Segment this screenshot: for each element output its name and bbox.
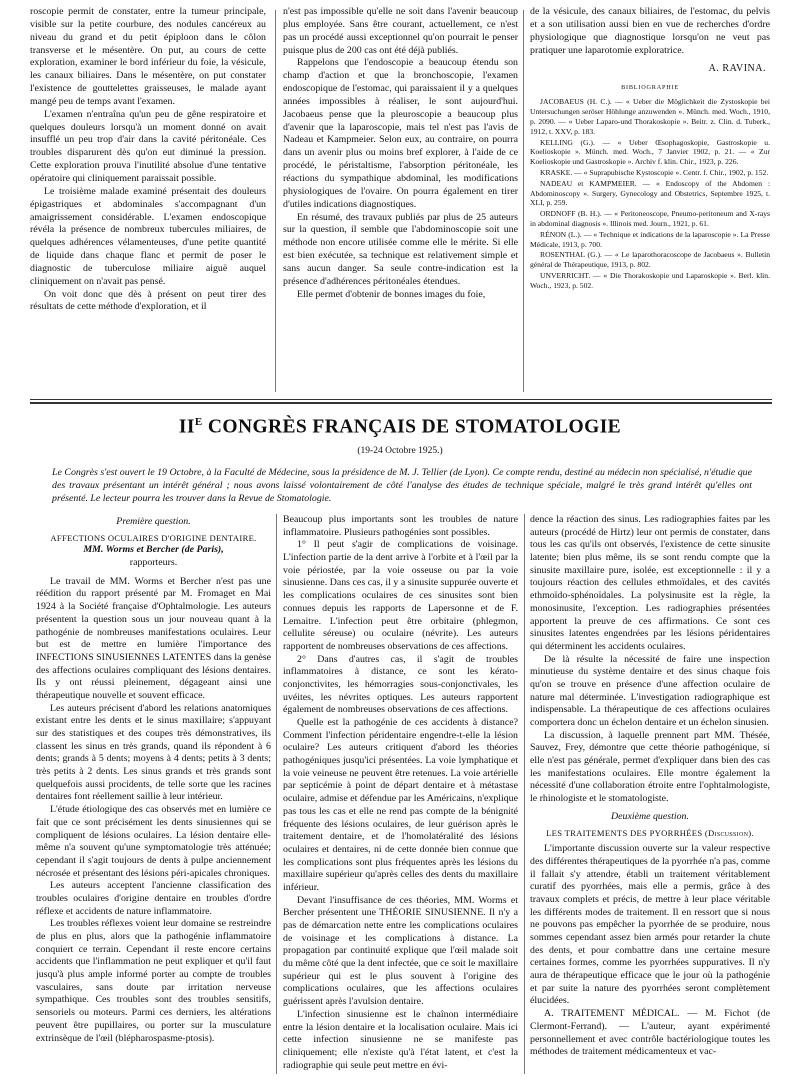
bibliography-entry: NADEAU et KAMPMEIER. — « Endoscopy of the Abdomen : Abdominoscopy ». Surgery, Gynecology and Obstetrics, Septembre 1925, t. XLI, p. 259. — [530, 178, 770, 208]
paragraph: Les auteurs acceptent l'ancienne classification des troubles oculaires d'origine dentaire en troubles d'ordre réflexe et accidents de nature inflammatoire. — [36, 880, 271, 917]
bibliography-title: BIBLIOGRAPHIE — [621, 84, 679, 92]
top-column-2 — [283, 6, 518, 396]
paragraph: n'est pas impossible qu'elle ne soit dans l'avenir beaucoup plus employée. Sans être courant, actuellement, ce n'est pas un procédé aussi exceptionnel qu'on pourrait le penser puisque plus de 200 cas ont été déjà publiés. — [283, 6, 518, 56]
bibliography-entry: ROSENTHAL (G.). — « Le laparothoracoscope de Jacobaeus ». Bulletin général de Thérapeutique, 1913, p. 802. — [530, 250, 770, 270]
paragraph: Le troisième malade examiné présentait des douleurs épigastriques et abdominales s'accompagnant d'un amaigrissement considérable. L'examen endoscopique révéla la présence de nombreux tubercules miliaires, de quelques adhérences vélamenteuses, d'une petite quantité de liquide dans chaque flanc et permit de poser le diagnostic de tuberculose miliaire aiguë auquel cliniquement on n'avait pas pensé. — [30, 185, 266, 287]
paragraph: Rappelons que l'endoscopie a beaucoup étendu son champ d'action et que la bronchoscopie, l'examen endoscopique de l'estomac, qui paraissaient il y a quelques années impossibles à réaliser, le sont aujourd'hui. Jacobaeus pense que la pleuroscopie a beaucoup plus d'avenir que la laparoscopie, mais tel n'est pas l'avis de Nadeau et Kampmeier. Selon eux, au contraire, on pourra dans un avenir plus ou moins bref explorer, à l'aide de ce procédé, le péristaltisme, l'absorption péritonéale, les réactions du sympathique abdominal, les modifications physiologiques de l'ovaire. On pourra également en tirer d'utiles indications diagnostiques. — [283, 57, 518, 210]
paragraph: dence la réaction des sinus. Les radiographies faites par les auteurs (procédé de Hirtz) leur ont permis de constater, dans tous les cas qu'ils ont observés, l'existence de cette sinusite latente; bien plus même, ils se sont rendu compte que la sinusite maxillaire pure, isolée, est exceptionnelle : il y a toujours réaction des cellules ethmoïdales, et des cavités ethmoïdo-sphénoïdales. La polysinusite est la règle, la monosinusite, l'exception. Les radiographies présentées apportent la preuve de ces affirmations. Ce sont ces sinusites latentes engendrées par les lésions péridentaires qui déterminent les accidents oculaires. — [530, 514, 770, 652]
top-column-1 — [30, 6, 266, 396]
rapporteurs-role: rapporteurs. — [129, 557, 178, 569]
bibliography-entry: RÉNON (L.). — « Technique et indications de la laparoscopie ». La Presse Médicale, 1913, p. 700. — [530, 229, 770, 249]
question-heading: Deuxième question. — [611, 810, 689, 822]
question-subject: LES TRAITEMENTS DES PYORRHÉES (Discussion). — [546, 827, 754, 838]
paragraph: L'infection sinusienne est le chaînon intermédiaire entre la lésion dentaire et la localisation oculaire. Mais ici cette infection sinusienne ne se manifeste pas cliniquement; elle n'existe qu'à l'état latent, et c'est la radiographie qui seule peut mettre en évi- — [283, 1008, 518, 1071]
paragraph: Quelle est la pathogénie de ces accidents à distance? Comment l'infection péridentaire engendre-t-elle la lésion oculaire? Les auteurs critiquent d'abord les théories pathogéniques jusqu'ici présentées. La voie lymphatique et la voie veineuse ne peuvent être retenues. La voie artérielle par septicémie à point de départ dentaire et à métastase oculaire, admise et défendue par les Américains, n'explique pas tous les cas et elle ne rend pas compte de la bénignité fréquente des lésions oculaires, de leur guérison après le traitement dentaire, et de l'homolatéralité des lésions oculaires et dentaires, ni de cette donnée bien connue que les complications sont plus fréquentes après les lésions du maxillaire supérieur qu'après celles des dents du maxillaire inférieur. — [283, 717, 518, 893]
rapporteurs: MM. Worms et Bercher (de Paris), — [83, 544, 224, 556]
paragraph: Devant l'insuffisance de ces théories, MM. Worms et Bercher présentent une THÉORIE SINUSIENNE. Il n'y a pas de démarcation nette entre les complications oculaires de voisinage et les complications à distance. La propagation par continuité explique que l'œil malade soit du même côté que la dent infectée, que ce soit le maxillaire supérieur qui est le plus souvent à l'origine des complications oculaires, que les affections oculaires guérissent après l'avulsion dentaire. — [283, 894, 518, 1008]
column-divider — [524, 514, 525, 1074]
bottom-column-1 — [36, 514, 271, 1076]
paragraph: La discussion, à laquelle prennent part MM. Thésée, Sauvez, Frey, démontre que cette théorie pathogénique, si elle n'est pas générale, permet d'expliquer dans bien des cas les manifestations oculaires. Elle montre également la nécessité d'une collaboration étroite entre l'ophtalmologiste, le rhinologiste et le stomatologiste. — [530, 729, 770, 805]
paragraph: L'examen n'entraîna qu'un peu de gêne respiratoire et quelques douleurs lorsqu'à un moment donné on avait insufflé un peu trop d'air dans la cavité péritonéale. Ces troubles disparurent dès qu'on eut diminué la pression. Cette exploration prouva l'inutilité absolue d'une tentative opératoire qui cliniquement paraissait possible. — [30, 108, 266, 184]
paragraph: 1° Il peut s'agir de complications de voisinage. L'infection partie de la dent arrive à l'orbite et à l'œil par la voie périostée, par la voie osseuse ou par la voie sinusienne. Dans ces cas, il y a sinusite suppurée ouverte et les complications oculaires de ces sinusites sont bien connues depuis les rapports de Lapersonne et de F. Lemaitre. L'infection peut être orbitaire (phlegmon, cellulite séreuse) ou oculaire (névrite). Les auteurs rapportent de nombreuses observations de ces affections. — [283, 539, 518, 652]
bottom-column-3 — [530, 514, 770, 1076]
column-divider — [275, 10, 276, 392]
bibliography-entry: KRASKE. — « Suprapubische Kystoscopie ». Centr. f. Chir., 1902, p. 152. — [540, 167, 769, 177]
bibliography-entry: ORDNOFF (B. H.). — « Peritoneoscope, Pneumo-peritoneum and X-rays in abdominal diagnosis ». Illinois med. Journ., 1921, p. 61. — [530, 209, 770, 228]
paragraph: En résumé, des travaux publiés par plus de 25 auteurs sur la question, il semble que l'abdominoscopie soit une méthode non encore utilisée comme elle le mérite. Si elle est bien exécutée, sa technique est relativement simple et sans aucun danger. Sa seule contre-indication est la présence d'adhérences péritonéales étendues. — [283, 211, 518, 287]
author-signature: A. RAVINA. — [708, 63, 766, 75]
paragraph: A. TRAITEMENT MÉDICAL. — M. Fichot (de Clermont-Ferrand). — L'auteur, ayant expérimenté personnellement et avec contrôle bactériologique toutes les méthodes de traitement médicamenteux et vac- — [530, 1008, 770, 1058]
paragraph: de la vésicule, des canaux biliaires, de l'estomac, du pelvis et a son utilisation aussi bien en vue de recherches d'ordre physiologique que diagnostique lorsqu'on ne veut pas pratiquer une laparotomie exploratrice. — [530, 6, 770, 56]
paragraph: roscopie permit de constater, entre la tumeur principale, visible sur la petite courbure, des nodules cancéreux au niveau du grand et du petit épiploon dans le côlon transverse et le mésentère. On put, au cours de cette exploration, examiner le bord inférieur du foie, la vésicule, les canaux biliaires. Dans le mésentère, on put constater l'existence de gouttelettes graisseuses, le malade ayant mangé peu de temps avant l'examen. — [30, 6, 266, 107]
paragraph: L'importante discussion ouverte sur la valeur respective des différentes thérapeutiques de la pyorrhée n'a pas, comme il fallait s'y attendre, établi un traitement véritablement curatif des pyorrhées, mais elle a permis, grâce à des travaux complets et précis, de mettre à leur place véritable les différents modes de traitement. Il en ressort que si nous ne pouvons pas empêcher la pyorrhée de se produire, nous sommes cependant assez bien armés pour retarder la chute des dents, et pour combattre dans une certaine mesure certaines formes, comme les pyorrhées suppuratives. Il n'y aura de thérapeutique efficace que le jour où la pathogénie et par suite la nature des pyorrhées seront complètement élucidées. — [530, 843, 770, 1007]
bibliography-entry: KELLING (G.). — « Ueber Œsophagoskopie, Gastroskopie u. Koelioskopie ». Münch. med. Woch., 7 Janvier 1902, p. 21. — « Zur Koelioskopie und Gastroskopie ». Archiv f. klin. Chir., 1923, p. 226. — [530, 137, 770, 167]
bibliography — [530, 97, 770, 290]
top-column-3 — [530, 6, 770, 396]
paragraph: Beaucoup plus importants sont les troubles de nature inflammatoire. Plusieurs pathogénies sont possibles. — [283, 514, 518, 538]
congress-intro: Le Congrès s'est ouvert le 19 Octobre, à la Faculté de Médecine, sous la présidence de M. J. Tellier (de Lyon). Ce compte rendu, destiné au médecin non spécialisé, n'étudie que des travaux présentant un intérêt général ; nous avons laissé volontairement de côté l'analyse des études de technique spéciale, malgré le très grand intérêt qu'elles ont présenté. Le lecteur pourra les trouver dans la Revue de Stomatologie. — [52, 467, 752, 504]
section-divider — [30, 399, 772, 400]
paragraph: 2° Dans d'autres cas, il s'agit de troubles inflammatoires à distance, ce sont les kérato-conjonctivites, les hémorragies sous-conjonctivales, les uvéites, les névrites optiques. Les auteurs rapportent également de nombreuses observations de ces affections. — [283, 653, 518, 716]
bottom-column-2 — [283, 514, 518, 1076]
question-subject: AFFECTIONS OCULAIRES D'ORIGINE DENTAIRE. — [50, 532, 257, 543]
congress-dates: (19-24 Octobre 1925.) — [357, 446, 443, 456]
column-divider — [276, 514, 277, 1074]
paragraph: Le travail de MM. Worms et Bercher n'est pas une réédition du rapport présenté par M. Fromaget en Mai 1924 à la Société française d'Ophtalmologie. Les auteurs présentent la question sous un jour nouveau quant à la pathogénie de nombreuses manifestations oculaires. Leur but est de mettre en lumière l'importance des INFECTIONS SINUSIENNES LATENTES dans la genèse des affections oculaires compliquant des lésions dentaires. Ils y ont réussi pleinement, dégageant ainsi une thérapeutique nouvelle et souvent efficace. — [36, 575, 271, 701]
paragraph: De là résulte la nécessité de faire une inspection minutieuse du système dentaire et des sinus chaque fois qu'on se trouve en présence d'une affection oculaire de nature mal déterminée. L'investigation radiographique est indispensable. La thérapeutique de ces affections oculaires comportera donc un échelon dentaire et un échelon sinusien. — [530, 653, 770, 728]
bibliography-entry: JACOBAEUS (H. C.). — « Ueber die Möglichkeit die Zystoskopie bei Untersuchungen seröser Höhlunge anzuwenden ». Münch. med. Woch., 1910, p. 2090. — « Ueber Laparo-und Thorakoskopie ». Beitr. z. Clin. d. Tuberk., 1912, t. XXV, p. 183. — [530, 97, 770, 136]
question-heading: Première question. — [116, 516, 191, 527]
column-divider — [523, 10, 524, 392]
paragraph: Les auteurs précisent d'abord les relations anatomiques existant entre les dents et le sinus maxillaire; s'appuyant sur des statistiques et des coupes très démonstratives, ils classent les sinus en très grands, quand ils répondent à 6 dents; grands à 5 dents; moyens à 4 dents; petits à 3 dents; très petits à 2 dents. Les sinus grands et très grands sont quelquefois aussi procidents, de telle sorte que les racines dentaires font réellement saillie à leur intérieur. — [36, 702, 271, 803]
paragraph: Elle permet d'obtenir de bonnes images du foie, — [297, 288, 486, 300]
section-divider — [30, 402, 772, 404]
paragraph: Les troubles réflexes voient leur domaine se restreindre de plus en plus, alors que la pathogénie inflammatoire conquiert ce terrain. Cependant il reste encore certains accidents que l'inflammation ne peut expliquer et qu'il faut jusqu'à plus ample informé porter au compte de troubles vasculaires, sans doute par irritation nerveuse sympathique. Ces troubles sont des troubles sensitifs, sensoriels ou moteurs. Parmi ces derniers, les altérations peuvent être pupillaires, ou porter sur la musculature extrinsèque de l'œil (blépharospasme-ptosis). — [36, 918, 271, 1044]
section-title: $II^E$ CONGRÈS FRANÇAIS DE STOMATOLOGIE — [178, 416, 622, 438]
bibliography-entry: UNVERRICHT. — « Die Thorakoskopie und Laparoskopie ». Berl. klin. Woch., 1923, p. 502. — [530, 270, 770, 290]
paragraph: On voit donc que dès à présent on peut tirer des résultats de cette méthode d'exploration, et il — [30, 288, 266, 313]
paragraph: L'étude étiologique des cas observés met en lumière ce fait que ce sont précisément les dents sinusiennes qui se compliquent de lésions oculaires. La lésion dentaire elle-même n'a souvent qu'une symptomatologie très atténuée; cependant il s'agit toujours de dents à pulpe anciennement nécrosée et présentant des lésions péri-apicales chroniques. — [36, 804, 271, 879]
